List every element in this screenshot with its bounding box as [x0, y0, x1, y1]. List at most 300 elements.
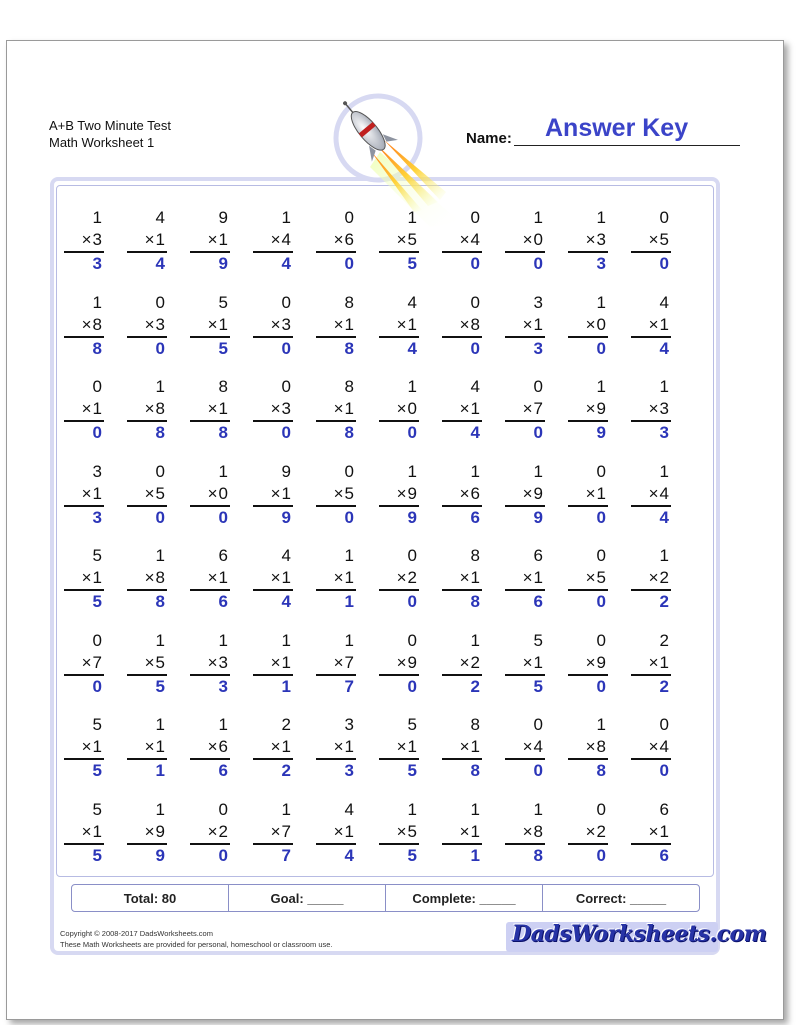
answer: 4 [281, 254, 291, 273]
operator-line [568, 567, 608, 591]
operator-line [64, 736, 104, 760]
top-number: 6 [218, 546, 228, 565]
answer: 1 [470, 846, 480, 865]
operator-sign: × [522, 822, 533, 841]
problem [127, 545, 167, 613]
answer: 0 [344, 508, 354, 527]
copyright-line-2: These Math Worksheets are provided for personal, homeschool or classroom use. [60, 940, 333, 949]
operator-sign: × [396, 568, 407, 587]
answer: 0 [407, 677, 417, 696]
problem [442, 461, 482, 529]
top-number: 6 [659, 800, 669, 819]
bottom-number: 8 [92, 315, 102, 334]
answer: 0 [596, 592, 606, 611]
operator-sign: × [522, 230, 533, 249]
problem [379, 461, 419, 529]
bottom-number: 1 [533, 315, 543, 334]
answer: 6 [218, 592, 228, 611]
top-number: 0 [470, 293, 480, 312]
bottom-number: 3 [596, 230, 606, 249]
problem [442, 630, 482, 698]
bottom-number: 9 [407, 653, 417, 672]
operator-sign: × [459, 484, 470, 503]
operator-sign: × [81, 737, 92, 756]
problem [505, 799, 545, 867]
top-number: 0 [533, 377, 543, 396]
operator-sign: × [270, 822, 281, 841]
operator-line [190, 398, 230, 422]
problem [316, 714, 356, 782]
operator-line [127, 314, 167, 338]
answer: 0 [155, 508, 165, 527]
operator-line [505, 736, 545, 760]
operator-line [64, 821, 104, 845]
top-number: 0 [659, 715, 669, 734]
operator-line [568, 821, 608, 845]
operator-sign: × [144, 822, 155, 841]
operator-sign: × [585, 568, 596, 587]
problem [127, 714, 167, 782]
operator-sign: × [585, 484, 596, 503]
answer: 3 [344, 761, 354, 780]
problem [64, 630, 104, 698]
answer: 6 [218, 761, 228, 780]
bottom-number: 0 [533, 230, 543, 249]
answer: 8 [344, 423, 354, 442]
bottom-number: 5 [596, 568, 606, 587]
operator-line [253, 314, 293, 338]
answer: 4 [659, 508, 669, 527]
operator-sign: × [270, 315, 281, 334]
operator-sign: × [207, 822, 218, 841]
bottom-number: 1 [470, 737, 480, 756]
problem [505, 207, 545, 275]
bottom-number: 1 [344, 822, 354, 841]
operator-line [316, 821, 356, 845]
top-number: 1 [155, 377, 165, 396]
operator-sign: × [333, 822, 344, 841]
top-number: 1 [407, 208, 417, 227]
bottom-number: 4 [470, 230, 480, 249]
problem [505, 545, 545, 613]
operator-sign: × [396, 230, 407, 249]
answer: 0 [218, 508, 228, 527]
bottom-number: 1 [533, 653, 543, 672]
operator-sign: × [459, 653, 470, 672]
problem [316, 292, 356, 360]
operator-line [631, 567, 671, 591]
operator-line [505, 229, 545, 253]
dadsworksheets-logo: DadsWorksheets.com [512, 921, 767, 947]
operator-sign: × [333, 484, 344, 503]
answer: 8 [155, 592, 165, 611]
operator-line [379, 567, 419, 591]
problem [379, 714, 419, 782]
operator-line [316, 652, 356, 676]
problem [64, 376, 104, 444]
operator-sign: × [648, 399, 659, 418]
bottom-number: 1 [533, 568, 543, 587]
problem [316, 461, 356, 529]
top-number: 8 [470, 546, 480, 565]
operator-sign: × [207, 737, 218, 756]
answer: 9 [407, 508, 417, 527]
operator-sign: × [459, 399, 470, 418]
answer: 0 [596, 339, 606, 358]
bottom-number: 6 [218, 737, 228, 756]
answer: 4 [344, 846, 354, 865]
bottom-number: 1 [659, 822, 669, 841]
answer: 5 [407, 846, 417, 865]
operator-sign: × [396, 822, 407, 841]
bottom-number: 1 [218, 230, 228, 249]
problem [64, 207, 104, 275]
bottom-number: 1 [92, 484, 102, 503]
problem [442, 545, 482, 613]
problem [190, 545, 230, 613]
top-number: 0 [92, 631, 102, 650]
operator-line [316, 567, 356, 591]
bottom-number: 4 [659, 484, 669, 503]
operator-sign: × [144, 484, 155, 503]
operator-sign: × [522, 484, 533, 503]
top-number: 5 [92, 546, 102, 565]
bottom-number: 1 [92, 568, 102, 587]
answer: 0 [596, 846, 606, 865]
operator-sign: × [144, 653, 155, 672]
operator-sign: × [144, 315, 155, 334]
top-number: 0 [596, 631, 606, 650]
top-number: 1 [218, 631, 228, 650]
operator-line [631, 398, 671, 422]
operator-line [631, 821, 671, 845]
top-number: 4 [659, 293, 669, 312]
operator-sign: × [648, 568, 659, 587]
answer: 4 [155, 254, 165, 273]
top-number: 0 [155, 462, 165, 481]
operator-line [442, 736, 482, 760]
operator-line [64, 398, 104, 422]
operator-line [442, 398, 482, 422]
problem [253, 799, 293, 867]
operator-sign: × [270, 737, 281, 756]
operator-line [190, 821, 230, 845]
operator-line [505, 483, 545, 507]
top-number: 1 [218, 462, 228, 481]
total-field: Total: 80 [72, 885, 229, 911]
answer: 3 [659, 423, 669, 442]
bottom-number: 8 [470, 315, 480, 334]
operator-sign: × [270, 568, 281, 587]
bottom-number: 2 [659, 568, 669, 587]
top-number: 1 [281, 631, 291, 650]
operator-line [64, 483, 104, 507]
operator-line [631, 652, 671, 676]
bottom-number: 3 [281, 399, 291, 418]
bottom-number: 0 [596, 315, 606, 334]
top-number: 0 [344, 462, 354, 481]
bottom-number: 1 [596, 484, 606, 503]
problem [190, 461, 230, 529]
bottom-number: 7 [533, 399, 543, 418]
problem [127, 630, 167, 698]
bottom-number: 1 [344, 399, 354, 418]
operator-line [379, 736, 419, 760]
answer: 8 [470, 761, 480, 780]
operator-line [190, 736, 230, 760]
answer: 4 [659, 339, 669, 358]
problem [568, 292, 608, 360]
top-number: 1 [92, 293, 102, 312]
operator-line [127, 736, 167, 760]
operator-sign: × [522, 653, 533, 672]
answer: 3 [596, 254, 606, 273]
bottom-number: 9 [533, 484, 543, 503]
top-number: 5 [218, 293, 228, 312]
operator-line [127, 567, 167, 591]
problem [253, 207, 293, 275]
problem [442, 207, 482, 275]
operator-line [442, 821, 482, 845]
problem [190, 376, 230, 444]
top-number: 0 [659, 208, 669, 227]
operator-line [568, 229, 608, 253]
top-number: 5 [92, 715, 102, 734]
bottom-number: 5 [344, 484, 354, 503]
answer: 9 [155, 846, 165, 865]
correct-field: Correct: _____ [575, 890, 667, 906]
problem [316, 799, 356, 867]
bottom-number: 6 [470, 484, 480, 503]
operator-sign: × [81, 230, 92, 249]
answer: 0 [155, 339, 165, 358]
operator-sign: × [81, 399, 92, 418]
bottom-number: 2 [596, 822, 606, 841]
answer: 0 [659, 761, 669, 780]
answer: 0 [281, 339, 291, 358]
operator-line [253, 821, 293, 845]
problem [505, 714, 545, 782]
bottom-number: 2 [470, 653, 480, 672]
answer: 5 [92, 846, 102, 865]
problem [568, 461, 608, 529]
operator-line [253, 652, 293, 676]
bottom-number: 9 [407, 484, 417, 503]
operator-sign: × [396, 653, 407, 672]
operator-line [442, 314, 482, 338]
bottom-number: 3 [659, 399, 669, 418]
operator-sign: × [648, 822, 659, 841]
top-number: 1 [596, 208, 606, 227]
operator-sign: × [648, 230, 659, 249]
problem [442, 292, 482, 360]
operator-line [64, 652, 104, 676]
top-number: 3 [533, 293, 543, 312]
answer: 2 [281, 761, 291, 780]
problem [127, 292, 167, 360]
copyright-notice [60, 928, 333, 950]
bottom-number: 1 [470, 568, 480, 587]
problem [127, 461, 167, 529]
answer: 0 [407, 592, 417, 611]
problem [64, 292, 104, 360]
operator-sign: × [81, 568, 92, 587]
top-number: 1 [470, 462, 480, 481]
problem [127, 207, 167, 275]
bottom-number: 1 [218, 315, 228, 334]
operator-line [568, 652, 608, 676]
answer: 5 [533, 677, 543, 696]
operator-sign: × [333, 399, 344, 418]
answer: 8 [155, 423, 165, 442]
answer: 3 [92, 254, 102, 273]
top-number: 0 [596, 462, 606, 481]
top-number: 3 [344, 715, 354, 734]
top-number: 0 [533, 715, 543, 734]
bottom-number: 0 [407, 399, 417, 418]
operator-line [316, 229, 356, 253]
problem [253, 461, 293, 529]
problem [631, 207, 671, 275]
top-number: 9 [281, 462, 291, 481]
problem [127, 376, 167, 444]
operator-sign: × [648, 737, 659, 756]
problem [253, 292, 293, 360]
top-number: 1 [281, 208, 291, 227]
bottom-number: 1 [92, 737, 102, 756]
problem [316, 207, 356, 275]
answer: 2 [659, 592, 669, 611]
bottom-number: 1 [281, 568, 291, 587]
operator-sign: × [333, 653, 344, 672]
operator-sign: × [522, 737, 533, 756]
bottom-number: 3 [155, 315, 165, 334]
problem [190, 799, 230, 867]
answer: 0 [659, 254, 669, 273]
operator-line [127, 652, 167, 676]
answer: 7 [281, 846, 291, 865]
top-number: 1 [407, 462, 417, 481]
bottom-number: 3 [92, 230, 102, 249]
problem [379, 376, 419, 444]
problem [631, 376, 671, 444]
operator-sign: × [585, 822, 596, 841]
bottom-number: 1 [92, 399, 102, 418]
operator-line [316, 736, 356, 760]
answer: 9 [218, 254, 228, 273]
top-number: 1 [92, 208, 102, 227]
top-number: 5 [533, 631, 543, 650]
operator-sign: × [207, 230, 218, 249]
top-number: 4 [407, 293, 417, 312]
problem [253, 376, 293, 444]
bottom-number: 3 [281, 315, 291, 334]
top-number: 9 [218, 208, 228, 227]
bottom-number: 1 [281, 653, 291, 672]
operator-sign: × [459, 230, 470, 249]
operator-line [568, 483, 608, 507]
problem [64, 545, 104, 613]
top-number: 1 [659, 546, 669, 565]
operator-sign: × [207, 653, 218, 672]
answer: 0 [470, 339, 480, 358]
operator-line [190, 229, 230, 253]
problem [631, 799, 671, 867]
answer: 4 [281, 592, 291, 611]
answer: 7 [344, 677, 354, 696]
answer: 5 [218, 339, 228, 358]
problem [64, 799, 104, 867]
problem [253, 714, 293, 782]
top-number: 8 [344, 293, 354, 312]
bottom-number: 1 [155, 230, 165, 249]
bottom-number: 1 [155, 737, 165, 756]
bottom-number: 1 [218, 399, 228, 418]
operator-line [379, 398, 419, 422]
problem [568, 714, 608, 782]
problem [568, 799, 608, 867]
answer: 5 [155, 677, 165, 696]
bottom-number: 1 [218, 568, 228, 587]
problem [505, 461, 545, 529]
problem [379, 799, 419, 867]
operator-line [442, 229, 482, 253]
bottom-number: 9 [596, 653, 606, 672]
top-number: 0 [596, 800, 606, 819]
operator-sign: × [333, 737, 344, 756]
top-number: 5 [407, 715, 417, 734]
operator-sign: × [585, 315, 596, 334]
top-number: 1 [155, 715, 165, 734]
bottom-number: 1 [344, 737, 354, 756]
answer: 1 [281, 677, 291, 696]
top-number: 2 [659, 631, 669, 650]
problem [316, 545, 356, 613]
operator-sign: × [648, 315, 659, 334]
top-number: 5 [92, 800, 102, 819]
operator-sign: × [207, 399, 218, 418]
bottom-number: 4 [533, 737, 543, 756]
answer: 0 [533, 254, 543, 273]
operator-sign: × [81, 653, 92, 672]
problem [190, 630, 230, 698]
operator-sign: × [522, 315, 533, 334]
top-number: 1 [407, 800, 417, 819]
problem [568, 545, 608, 613]
operator-sign: × [270, 484, 281, 503]
operator-line [379, 314, 419, 338]
top-number: 4 [344, 800, 354, 819]
bottom-number: 0 [218, 484, 228, 503]
bottom-number: 7 [92, 653, 102, 672]
problem [253, 545, 293, 613]
operator-line [505, 398, 545, 422]
problem [505, 292, 545, 360]
operator-line [127, 398, 167, 422]
operator-sign: × [396, 399, 407, 418]
operator-sign: × [333, 315, 344, 334]
top-number: 1 [533, 462, 543, 481]
answer: 0 [407, 423, 417, 442]
answer: 6 [470, 508, 480, 527]
bottom-number: 9 [155, 822, 165, 841]
bottom-number: 1 [659, 315, 669, 334]
bottom-number: 1 [470, 822, 480, 841]
top-number: 0 [344, 208, 354, 227]
answer: 8 [533, 846, 543, 865]
operator-line [127, 821, 167, 845]
bottom-number: 3 [218, 653, 228, 672]
